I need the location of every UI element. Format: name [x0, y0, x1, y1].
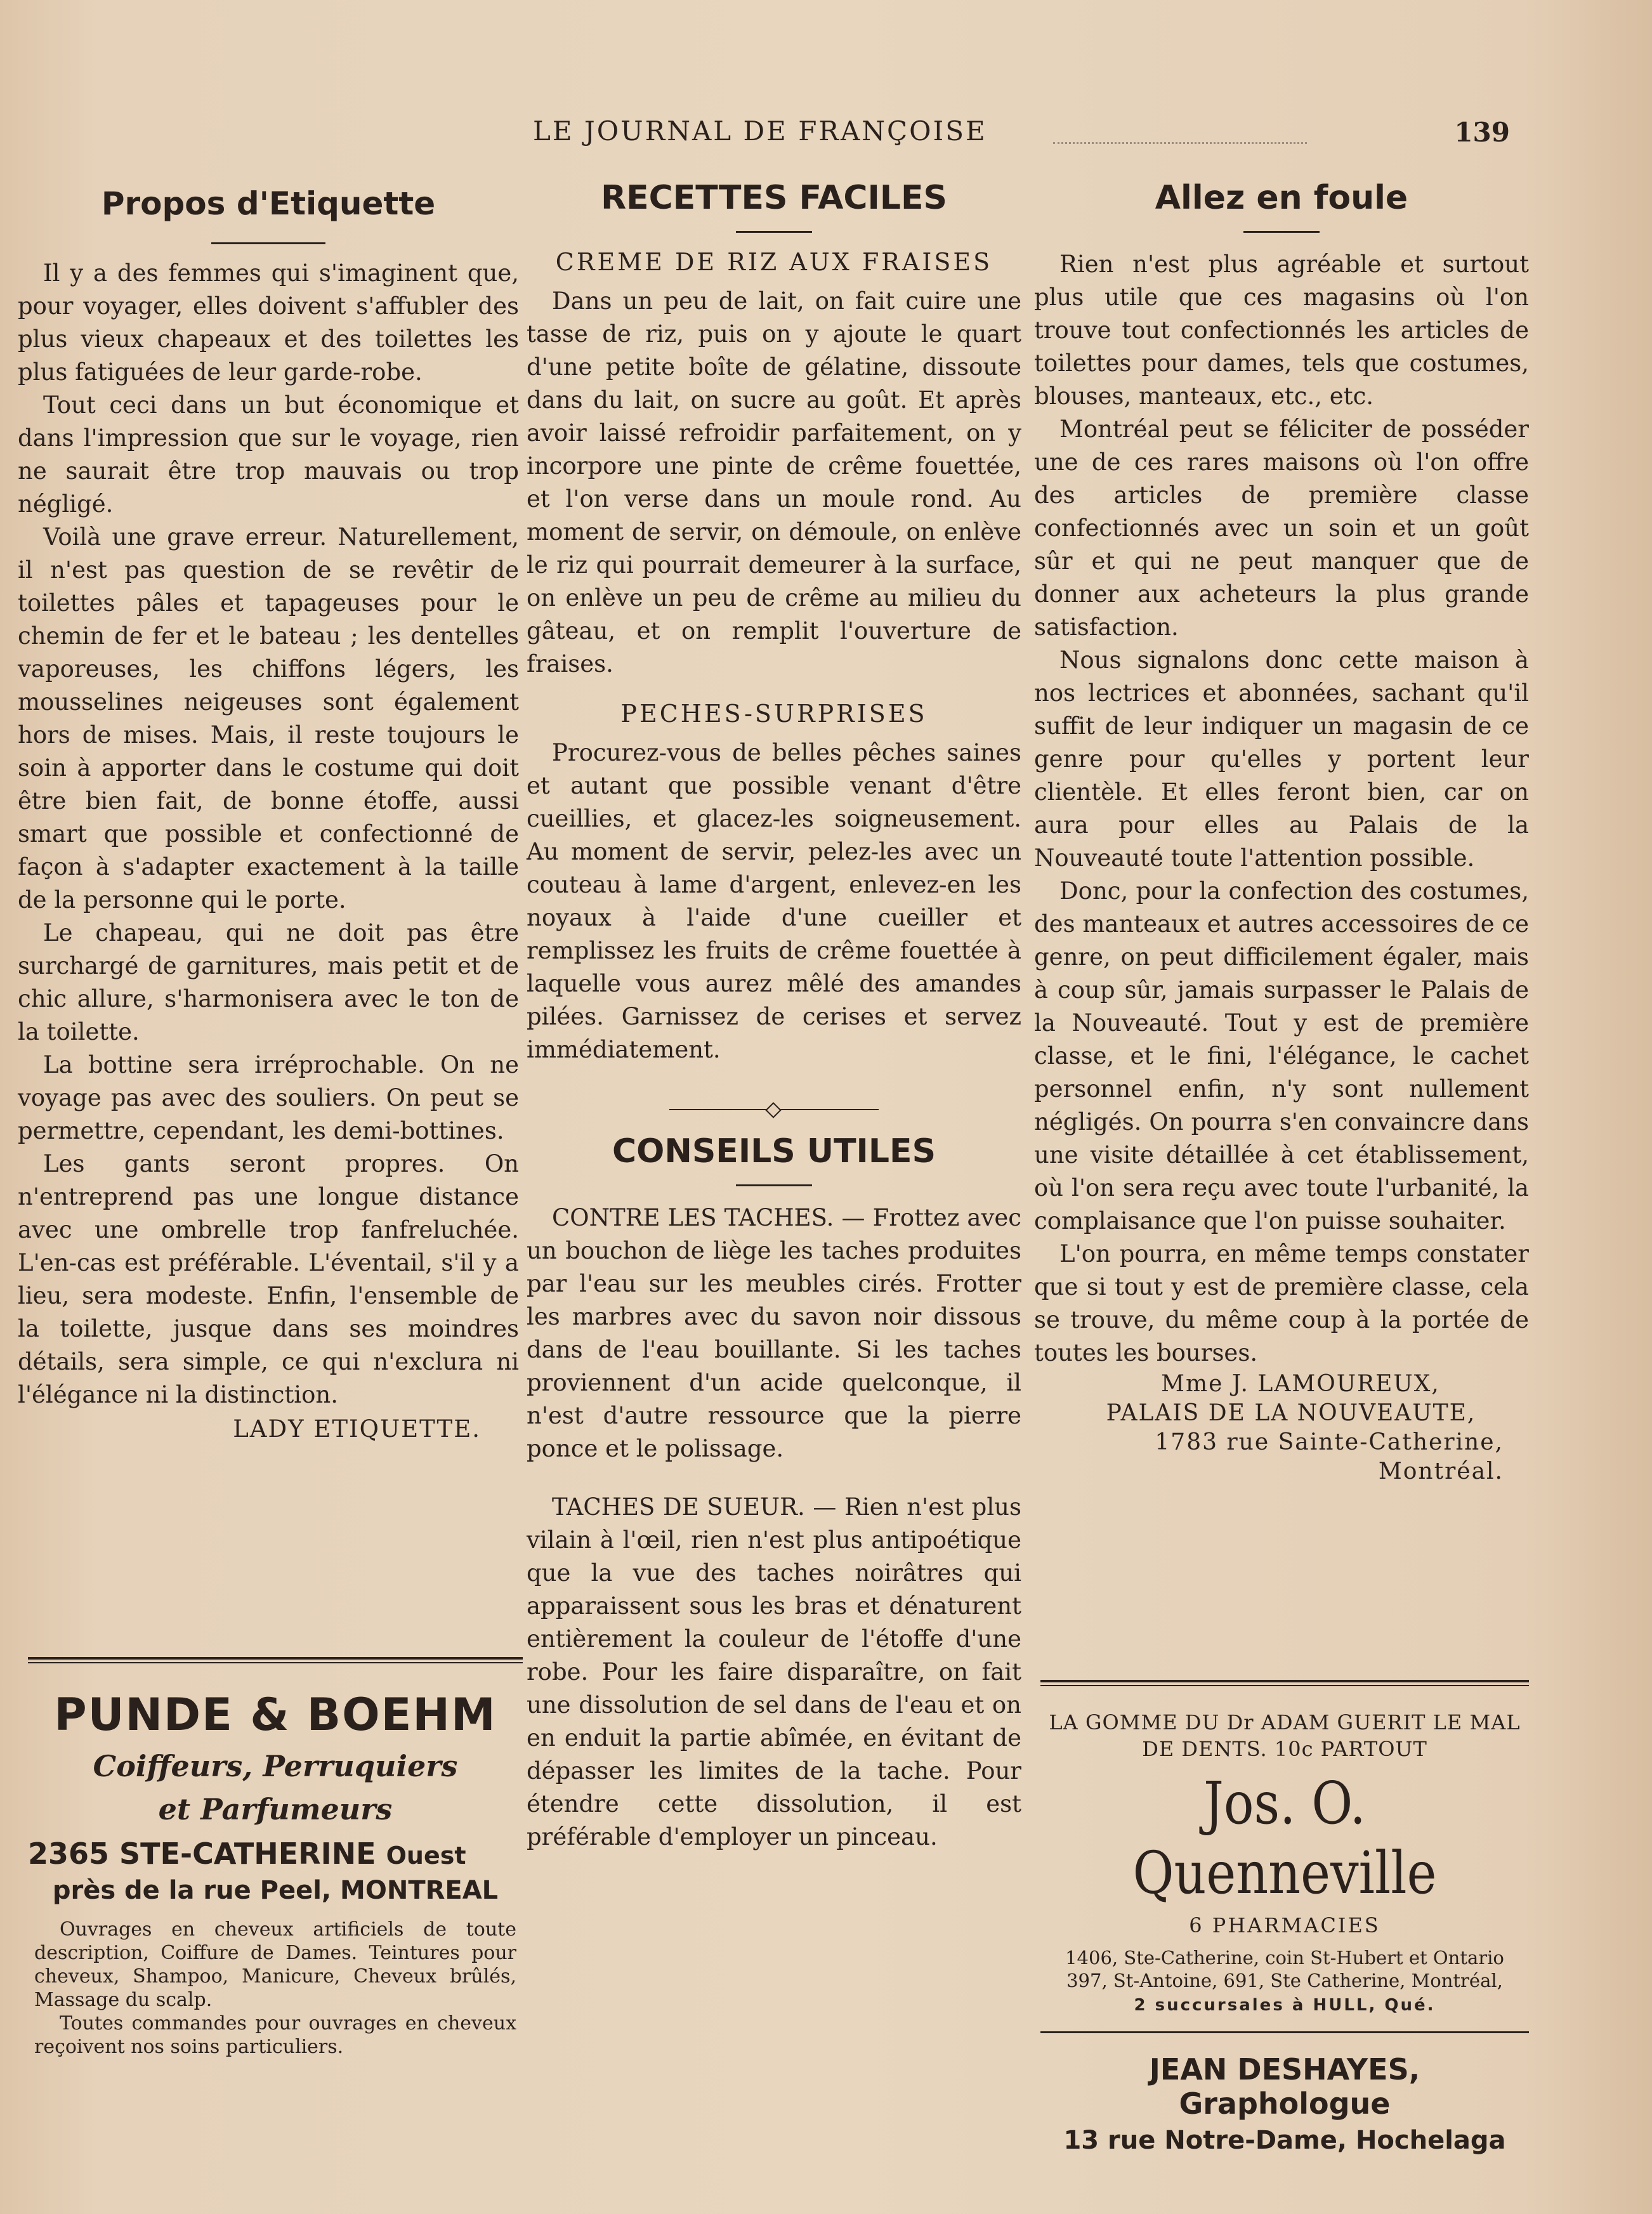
journal-title: LE JOURNAL DE FRANÇOISE: [533, 115, 987, 147]
paragraph: Nous signalons donc cette maison à nos lectrices et abonnées, sachant qu'il suffit de leur indiquer un magasin de ce genre pour qu'elles y portent leur clientèle. Et elles feront bien, car on aura pour elles au Palais de la Nouveauté toute l'attention possible.: [1034, 646, 1529, 872]
ad-trades-line1: Coiffeurs, Perruquiers: [93, 1749, 458, 1783]
article-heading-etiquette: Propos d'Etiquette: [101, 185, 436, 222]
article-heading-conseils: CONSEILS UTILES: [612, 1132, 936, 1170]
ad-description: [28, 1918, 523, 2059]
paragraph: Montréal peut se féliciter de posséder une de ces rares maisons où l'on offre des articles de première classe confectionnés avec un soin et un goût sûr et qui ne peut manquer que de donner aux acheteurs la plus grande satisfaction.: [1034, 416, 1529, 641]
heading-rule: [1243, 231, 1320, 233]
ad-punde-boehm: [28, 1657, 523, 2059]
paragraph: Toutes commandes pour ouvrages en cheveux reçoivent nos soins particuliers.: [34, 2012, 516, 2058]
column-recettes: [527, 171, 1021, 1854]
ad-rule: [1040, 2031, 1529, 2033]
signature-city: Montréal.: [1378, 1458, 1504, 1484]
recipe-text-peches: [527, 737, 1021, 1066]
tip-taches-de-sueur: TACHES DE SUEUR. — Rien n'est plus vilain à l'œil, rien n'est plus antipoétique que la vue des taches noirâtres qui apparaissent sous les bras et dénaturent entièrement la couleur de l'étoffe d'une robe. Pour les faire disparaître, on fait une dissolution de sel dans de l'eau et on en enduit la partie abîmée, en évitant de dépasser les limites de la tache. Pour étendre cette dissolution, il est préférable d'employer un pinceau.: [527, 1493, 1021, 1850]
ad-deshayes-line1: JEAN DESHAYES, Graphologue: [1149, 2052, 1420, 2121]
paragraph: Voilà une grave erreur. Naturellement, il n'est pas question de se revêtir de toilettes pâles et tapageuses pour le chemin de fer et le bateau ; les dentelles vaporeuses, les chiffons légers, les mousselines neigeuses sont également hors de mises. Mais, il reste toujours le soin à apporter dans le costume qui doit être bien fait, de bonne étoffe, aussi smart que possible et confectionné de façon à s'adapter exactement à la taille de la personne qui le porte.: [18, 523, 519, 914]
ad-quenneville-deshayes: [1040, 1680, 1529, 2155]
paragraph: Le chapeau, qui ne doit pas être surchargé de garnitures, mais petit et de chic allure, s'harmonisera avec le ton de la toilette.: [18, 919, 519, 1045]
ad-street-number: 2365 STE-CATHERINE: [28, 1837, 376, 1871]
ad-address-2: 397, St-Antoine, 691, Ste Catherine, Montréal,: [1066, 1970, 1503, 1991]
ad-address-1: 1406, Ste-Catherine, coin St-Hubert et Ontario: [1065, 1947, 1504, 1968]
heading-rule: [211, 242, 325, 244]
page-number: 139: [1454, 117, 1510, 148]
article-heading-allez: Allez en foule: [1155, 179, 1408, 217]
signature-store: PALAIS DE LA NOUVEAUTE,: [1106, 1400, 1476, 1426]
ad-trades-line2: et Parfumeurs: [158, 1792, 393, 1826]
article-body-allez: [1034, 248, 1529, 1370]
page-header: [520, 115, 1523, 160]
paragraph: Il y a des femmes qui s'imaginent que, pour voyager, elles doivent s'affubler des plus vieux chapeaux et des toilettes les plus fatiguées de leur garde-robe.: [18, 259, 519, 386]
ad-gomme: LA GOMME DU Dr ADAM GUERIT LE MAL DE DENTS. 10c PARTOUT: [1049, 1710, 1521, 1761]
signature-address: [1034, 1370, 1529, 1486]
signature-name: Mme J. LAMOUREUX,: [1161, 1371, 1440, 1397]
paragraph: La bottine sera irréprochable. On ne voyage pas avec des souliers. On peut se permettre, cependant, les demi-bottines.: [18, 1051, 519, 1144]
column-etiquette: [18, 171, 519, 1443]
ad-title-punde: PUNDE & BOEHM: [54, 1689, 497, 1741]
ad-rule: [1040, 1680, 1529, 1686]
article-heading-recettes: RECETTES FACILES: [601, 179, 947, 217]
ad-pharmacies: 6 PHARMACIES: [1189, 1913, 1380, 1937]
ad-deshayes-line2: 13 rue Notre-Dame, Hochelaga: [1063, 2126, 1506, 2155]
signature-street: 1783 rue Sainte-Catherine,: [1155, 1429, 1504, 1455]
paragraph: Tout ceci dans un but économique et dans l'impression que sur le voyage, rien ne saurait être trop mauvais ou trop négligé.: [18, 391, 519, 518]
paragraph: Dans un peu de lait, on fait cuire une tasse de riz, puis on y ajoute le quart d'une petite boîte de gélatine, dissoute dans du lait, on sucre au goût. Et après avoir laissé refroidir parfaitement, on y incorpore une pinte de crême fouettée, et l'on verse dans un moule rond. Au moment de servir, on démoule, on enlève le riz qui pourrait demeurer à la surface, on enlève un peu de crême au milieu du gâteau, et on remplit l'ouverture de fraises.: [527, 287, 1021, 678]
conseils-body: [527, 1202, 1021, 1854]
recipe-title-creme-de-riz: CREME DE RIZ AUX FRAISES: [555, 248, 993, 276]
paragraph: L'on pourra, en même temps constater que si tout y est de première classe, cela se trouve, du même coup à la portée de toutes les bourses.: [1034, 1240, 1529, 1366]
ad-title-quenneville: Jos. O. Quenneville: [1132, 1769, 1437, 1907]
ad-street: [28, 1836, 523, 1873]
paragraph: Ouvrages en cheveux artificiels de toute description, Coiffure de Dames. Teintures pour cheveux, Shampoo, Manicure, Cheveux brûlés, Massage du scalp.: [34, 1918, 516, 2011]
ad-near: près de la rue Peel, MONTREAL: [52, 1876, 499, 1905]
paragraph: Rien n'est plus agréable et surtout plus utile que ces magasins où l'on trouve tout confectionnés les articles de toilettes pour dames, tels que costumes, blouses, manteaux, etc., etc.: [1034, 251, 1529, 410]
paragraph: Donc, pour la confection des costumes, des manteaux et autres accessoires de ce genre, on peut difficilement égaler, mais à coup sûr, jamais surpasser le Palais de la Nouveauté. Tout y est de première classe, et le fini, l'élégance, le cachet personnel enfin, n'y sont nullement négligés. On pourra s'en convaincre dans une visite détaillée à cet établissement, où l'on sera reçu avec toute l'urbanité, la complaisance que l'on puisse souhaiter.: [1034, 877, 1529, 1235]
ornament-divider: [669, 1103, 879, 1116]
column-allez-en-foule: [1034, 171, 1529, 1486]
ad-succursales: 2 succursales à HULL, Qué.: [1134, 1996, 1436, 2015]
signature-lady-etiquette: LADY ETIQUETTE.: [233, 1415, 481, 1443]
heading-rule: [736, 1184, 812, 1186]
print-smudge: [1053, 119, 1307, 144]
recipe-title-peches: PECHES-SURPRISES: [620, 700, 928, 728]
paragraph: Les gants seront propres. On n'entreprend pas une longue distance avec une ombrelle trop fanfreluchée. L'en-cas est préférable. L'éventail, s'il y a lieu, sera modeste. Enfin, l'ensemble de la toilette, jusque dans ses moindres détails, sera simple, ce qui n'exclura ni l'élégance ni la distinction.: [18, 1150, 519, 1408]
recipe-text-creme-de-riz: [527, 285, 1021, 681]
article-body-etiquette: [18, 257, 519, 1412]
ad-street-direction: Ouest: [386, 1842, 466, 1870]
ad-rule: [28, 1657, 523, 1663]
tip-taches: CONTRE LES TACHES. — Frottez avec un bouchon de liège les taches produites par l'eau sur les meubles cirés. Frotter les marbres avec du savon noir dissous dans de l'eau bouillante. Si les taches proviennent d'un acide quelconque, il n'est d'autre ressource que la pierre ponce et le polissage.: [527, 1204, 1021, 1462]
paragraph: Procurez-vous de belles pêches saines et autant que possible venant d'être cueillies, et glacez-les soigneusement. Au moment de servir, pelez-les avec un couteau à lame d'argent, enlevez-en les noyaux à l'aide d'une cueiller et remplissez les fruits de crême fouettée à laquelle vous aurez mêlé des amandes pilées. Garnissez de cerises et servez immédiatement.: [527, 739, 1021, 1063]
heading-rule: [736, 231, 812, 233]
